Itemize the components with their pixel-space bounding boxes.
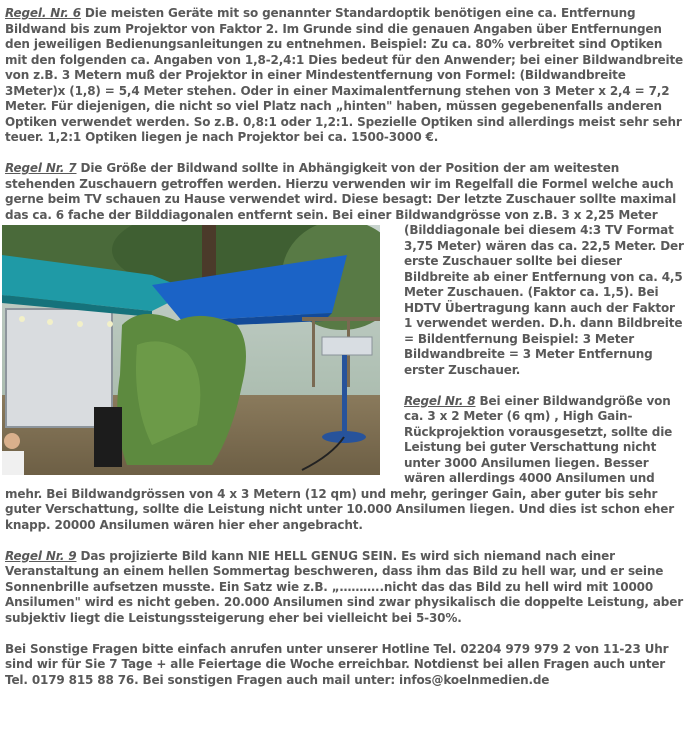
spacer <box>5 626 687 642</box>
rule-8-text: Bei einer Bildwandgröße von ca. 3 x 2 Meter (6 qm) , High Gain-Rückprojektion vorausgesetzt, sollte die Leistung bei guter Verschattung nicht unter 3000 Ansilumen liegen. Besser wären allerdings 4000 Ansilumen und mehr. Bei Bildwandgrössen von 4 x 3 Metern (12 qm) und mehr, geringer Gain, aber guter bis sehr guter Verschattung, sollte die Leistung nicht unter 10.000 Ansilumen liegen. Und dies ist schon eher knapp. 20000 Ansilumen wären hier eher angebracht. <box>5 393 675 532</box>
spacer <box>5 146 687 162</box>
event-photo <box>2 225 380 475</box>
outdoor-screen-photo <box>2 225 380 475</box>
article <box>5 6 687 688</box>
rule-9-paragraph <box>5 549 687 627</box>
contact-paragraph <box>5 642 687 689</box>
rule-6-text: Die meisten Geräte mit so genannter Standardoptik benötigen eine ca. Entfernung Bildwand bis zum Projektor von Faktor 2. Im Grunde sind die genauen Angaben über Entfernungen den jeweiligen Bedienungsanleitungen zu entnehmen. Beispiel: Zu ca. 80% verbreitet sind Optiken mit den folgenden ca. Angaben von 1,8-2,4:1 Dies bedeut für den Anwender; bei einer Bildwandbreite von z.B. 3 Metern muß der Projektor in einer Mindestentfernung von Formel: (Bildwandbreite 3Meter)x (1,8) = 5,4 Meter stehen. Oder in einer Maximalentfernung stehen von 3 Meter x 2,4 = 7,2 Meter. Für diejenigen, die nicht so viel Platz nach „hinten" haben, müssen gegebenenfalls anderen Optiken verwendet werden. So z.B. 0,8:1 oder 1,2:1. Spezielle Optiken sind allerdings meist sehr sehr teuer. 1,2:1 Optiken liegen je nach Projektor bei ca. 1500-3000 €. <box>5 6 684 144</box>
rule-7-block <box>5 161 687 533</box>
contact-text: Bei Sonstige Fragen bitte einfach anrufen unter unserer Hotline Tel. 02204 979 979 2 von 11-23 Uhr sind wir für Sie 7 Tage + alle Feiertage die Woche erreichbar. Notdienst bei allen Fragen auch unter Tel. 0179 815 88 76. Bei sonstigen Fragen auch mail unter: infos@koelnmedien.de <box>5 641 669 687</box>
spacer <box>5 533 687 549</box>
rule-7-text: Die Größe der Bildwand sollte in Abhängigkeit von der Position der am weitesten stehenden Zuschauern getroffen werden. Hierzu verwenden wir im Regelfall die Formel welche auch gerne beim TV schauen zu Hause verwendet wird. Diese besagt: Der letzte Zuschauer sollte maximal das ca. 6 fache der Bilddiagonalen entfernt sein. Bei einer Bildwandgrösse von z.B. 3 x 2,25 Meter (Bilddiagonale bei diesem 4:3 TV Format 3,75 Meter) wären das ca. 22,5 Meter. Der erste Zuschauer sollte bei dieser Bildbreite ab einer Entfernung von ca. 4,5 Meter Zuschauen. (Faktor ca. 1,5). Bei HDTV Übertragung kann auch der Faktor 1 verwendet werden. D.h. dann Bildbreite = Bildentfernung Beispiel: 3 Meter Bildwandbreite = 3 Meter Entfernung erster Zuschauer. <box>5 161 684 377</box>
rule-9-heading: Regel Nr. 9 <box>5 548 77 563</box>
rule-7-8-wrap <box>5 161 687 533</box>
rule-8-heading: Regel Nr. 8 <box>404 393 476 408</box>
rule-7-heading: Regel Nr. 7 <box>5 161 77 175</box>
rule-6-paragraph <box>5 6 687 146</box>
rule-6-heading: Regel. Nr. 6 <box>5 6 81 20</box>
rule-9-text: Das projizierte Bild kann NIE HELL GENUG SEIN. Es wird sich niemand nach einer Veranstaltung an einem hellen Sommertag beschweren, dass ihm das Bild zu hell war, und er seine Sonnenbrille aufsetzen musste. Ein Satz wie z.B. „………..nicht das das Bild zu hell wird mit 10000 Ansilumen" wird es nicht geben. 20.000 Ansilumen sind zwar physikalisch die doppelte Leistung, aber subjektiv liegt die Leistungssteigerung eher bei vielleicht bei 5-30%. <box>5 548 683 625</box>
